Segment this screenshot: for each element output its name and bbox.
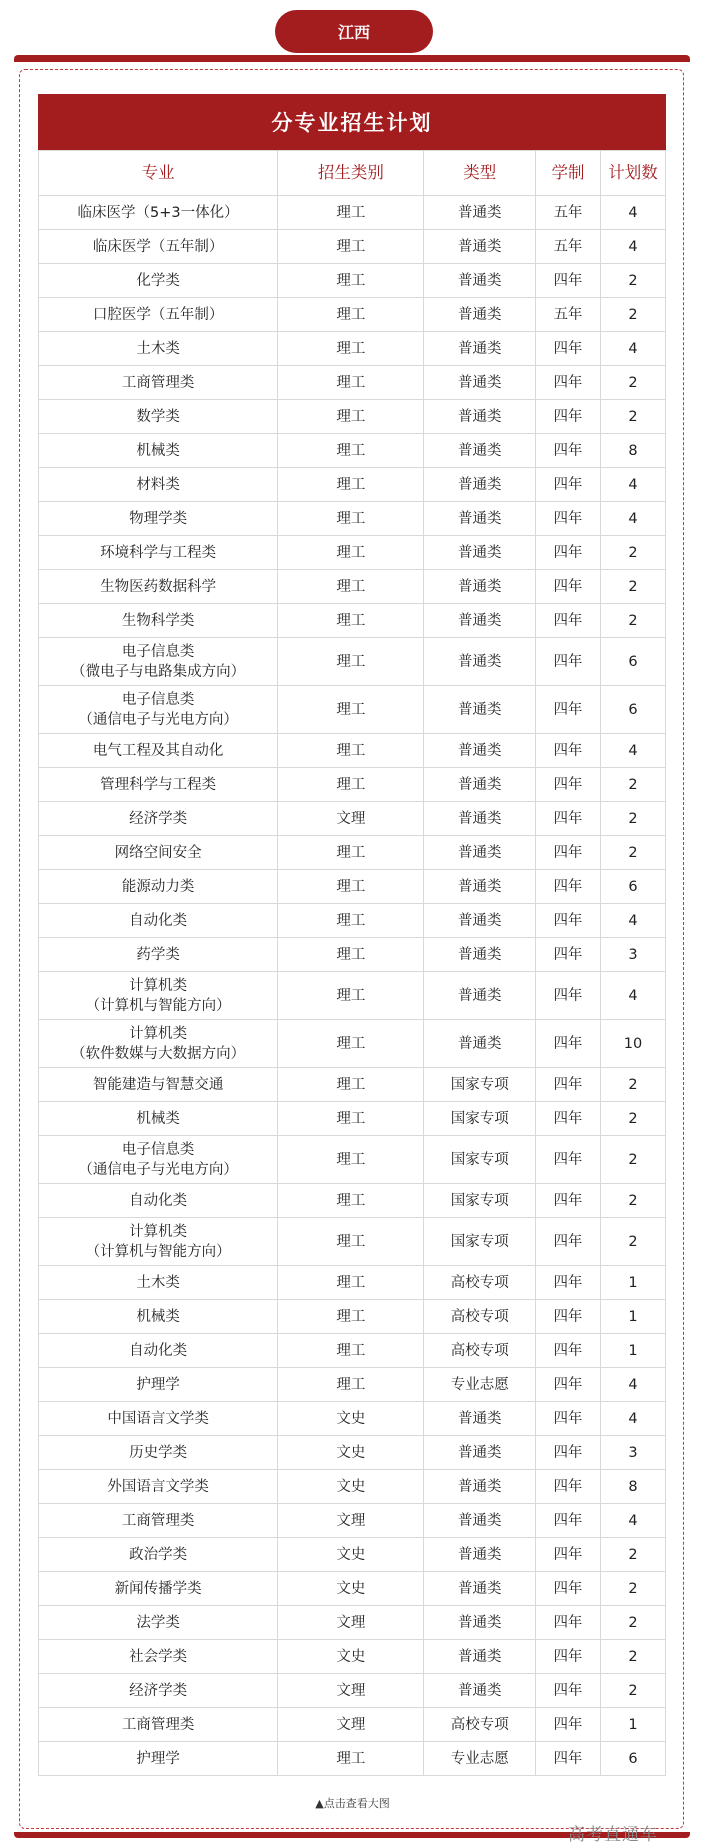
top-divider (14, 55, 690, 62)
cell-duration: 四年 (535, 1470, 600, 1504)
cell-duration: 四年 (535, 1266, 600, 1300)
cell-category: 理工 (278, 1368, 424, 1402)
cell-major: 社会学类 (39, 1640, 278, 1674)
cell-duration: 四年 (535, 1334, 600, 1368)
cell-category: 理工 (278, 972, 424, 1020)
cell-major: 中国语言文学类 (39, 1402, 278, 1436)
cell-quota: 4 (600, 904, 665, 938)
cell-major: 自动化类 (39, 1334, 278, 1368)
cell-quota: 8 (600, 1470, 665, 1504)
cell-quota: 2 (600, 1184, 665, 1218)
cell-type: 普通类 (424, 230, 535, 264)
cell-major: 口腔医学（五年制） (39, 298, 278, 332)
cell-category: 理工 (278, 904, 424, 938)
cell-major: 经济学类 (39, 1674, 278, 1708)
table-row (39, 1266, 666, 1300)
cell-type: 专业志愿 (424, 1368, 535, 1402)
cell-duration: 五年 (535, 298, 600, 332)
cell-major: 环境科学与工程类 (39, 536, 278, 570)
cell-major: 药学类 (39, 938, 278, 972)
table-row (39, 1020, 666, 1068)
cell-major: 电子信息类 （通信电子与光电方向） (39, 1136, 278, 1184)
cell-duration: 四年 (535, 1102, 600, 1136)
table-row (39, 332, 666, 366)
cell-major: 机械类 (39, 434, 278, 468)
cell-category: 理工 (278, 836, 424, 870)
cell-major: 计算机类 （软件数媒与大数据方向） (39, 1020, 278, 1068)
cell-duration: 四年 (535, 802, 600, 836)
cell-quota: 4 (600, 1504, 665, 1538)
cell-major: 经济学类 (39, 802, 278, 836)
cell-type: 普通类 (424, 938, 535, 972)
cell-category: 理工 (278, 264, 424, 298)
cell-quota: 4 (600, 972, 665, 1020)
cell-duration: 五年 (535, 230, 600, 264)
cell-type: 普通类 (424, 638, 535, 686)
table-row (39, 502, 666, 536)
cell-type: 普通类 (424, 570, 535, 604)
table-row (39, 938, 666, 972)
cell-major: 机械类 (39, 1102, 278, 1136)
cell-type: 普通类 (424, 434, 535, 468)
cell-type: 普通类 (424, 1504, 535, 1538)
cell-quota: 4 (600, 196, 665, 230)
cell-category: 理工 (278, 734, 424, 768)
cell-duration: 四年 (535, 1402, 600, 1436)
cell-quota: 10 (600, 1020, 665, 1068)
cell-category: 文理 (278, 1674, 424, 1708)
cell-quota: 2 (600, 1538, 665, 1572)
cell-category: 理工 (278, 434, 424, 468)
cell-quota: 2 (600, 836, 665, 870)
cell-type: 普通类 (424, 1470, 535, 1504)
cell-category: 理工 (278, 536, 424, 570)
cell-major: 能源动力类 (39, 870, 278, 904)
cell-major: 工商管理类 (39, 1504, 278, 1538)
cell-category: 文理 (278, 1708, 424, 1742)
cell-duration: 四年 (535, 1068, 600, 1102)
cell-category: 理工 (278, 366, 424, 400)
cell-category: 理工 (278, 1102, 424, 1136)
cell-major: 法学类 (39, 1606, 278, 1640)
cell-quota: 4 (600, 1368, 665, 1402)
cell-major: 管理科学与工程类 (39, 768, 278, 802)
cell-type: 普通类 (424, 972, 535, 1020)
cell-major: 计算机类 （计算机与智能方向） (39, 972, 278, 1020)
table-row (39, 400, 666, 434)
cell-quota: 2 (600, 1068, 665, 1102)
cell-category: 理工 (278, 1218, 424, 1266)
cell-quota: 4 (600, 332, 665, 366)
cell-category: 文理 (278, 1504, 424, 1538)
cell-quota: 1 (600, 1708, 665, 1742)
cell-type: 高校专项 (424, 1334, 535, 1368)
cell-major: 土木类 (39, 1266, 278, 1300)
cell-category: 理工 (278, 938, 424, 972)
header-row (39, 151, 666, 196)
cell-category: 理工 (278, 768, 424, 802)
cell-duration: 四年 (535, 536, 600, 570)
header-duration: 学制 (535, 151, 600, 196)
cell-quota: 2 (600, 1674, 665, 1708)
table-row (39, 196, 666, 230)
cell-type: 国家专项 (424, 1102, 535, 1136)
cell-type: 普通类 (424, 332, 535, 366)
cell-duration: 四年 (535, 938, 600, 972)
cell-type: 普通类 (424, 400, 535, 434)
cell-major: 护理学 (39, 1368, 278, 1402)
cell-type: 普通类 (424, 1572, 535, 1606)
cell-quota: 2 (600, 1640, 665, 1674)
table-row (39, 1368, 666, 1402)
cell-category: 文史 (278, 1436, 424, 1470)
header-major: 专业 (39, 151, 278, 196)
enrollment-table (38, 94, 666, 1776)
cell-major: 生物科学类 (39, 604, 278, 638)
cell-category: 文理 (278, 1606, 424, 1640)
cell-duration: 四年 (535, 768, 600, 802)
table-row (39, 536, 666, 570)
cell-type: 专业志愿 (424, 1742, 535, 1776)
cell-type: 国家专项 (424, 1136, 535, 1184)
cell-type: 普通类 (424, 836, 535, 870)
cell-category: 文史 (278, 1402, 424, 1436)
cell-category: 文史 (278, 1572, 424, 1606)
cell-type: 普通类 (424, 366, 535, 400)
cell-quota: 2 (600, 1102, 665, 1136)
cell-major: 工商管理类 (39, 1708, 278, 1742)
cell-type: 普通类 (424, 734, 535, 768)
cell-category: 理工 (278, 230, 424, 264)
cell-type: 普通类 (424, 802, 535, 836)
cell-category: 理工 (278, 1742, 424, 1776)
cell-category: 理工 (278, 400, 424, 434)
table-row (39, 298, 666, 332)
cell-type: 普通类 (424, 870, 535, 904)
table-row (39, 1136, 666, 1184)
cell-duration: 四年 (535, 1640, 600, 1674)
cell-quota: 2 (600, 1136, 665, 1184)
cell-duration: 四年 (535, 1136, 600, 1184)
cell-category: 理工 (278, 298, 424, 332)
cell-type: 普通类 (424, 1538, 535, 1572)
table-row (39, 570, 666, 604)
cell-category: 文史 (278, 1470, 424, 1504)
cell-major: 电子信息类 （通信电子与光电方向） (39, 686, 278, 734)
region-badge: 江西 (275, 10, 433, 53)
cell-duration: 四年 (535, 1572, 600, 1606)
cell-type: 高校专项 (424, 1708, 535, 1742)
cell-major: 护理学 (39, 1742, 278, 1776)
cell-category: 理工 (278, 1020, 424, 1068)
table-row (39, 1218, 666, 1266)
cell-quota: 2 (600, 604, 665, 638)
table-row (39, 1674, 666, 1708)
cell-duration: 四年 (535, 502, 600, 536)
cell-category: 理工 (278, 1136, 424, 1184)
cell-quota: 6 (600, 686, 665, 734)
cell-quota: 4 (600, 468, 665, 502)
cell-quota: 1 (600, 1266, 665, 1300)
cell-duration: 四年 (535, 1504, 600, 1538)
cell-major: 政治学类 (39, 1538, 278, 1572)
cell-duration: 四年 (535, 264, 600, 298)
table-row (39, 638, 666, 686)
cell-major: 工商管理类 (39, 366, 278, 400)
cell-major: 数学类 (39, 400, 278, 434)
cell-type: 普通类 (424, 1640, 535, 1674)
plan-table (38, 150, 666, 1776)
table-row (39, 870, 666, 904)
cell-type: 国家专项 (424, 1068, 535, 1102)
table-row (39, 768, 666, 802)
cell-type: 普通类 (424, 502, 535, 536)
cell-quota: 2 (600, 298, 665, 332)
cell-quota: 1 (600, 1300, 665, 1334)
cell-duration: 四年 (535, 468, 600, 502)
cell-type: 普通类 (424, 1436, 535, 1470)
cell-major: 计算机类 （计算机与智能方向） (39, 1218, 278, 1266)
cell-quota: 4 (600, 1402, 665, 1436)
table-row (39, 366, 666, 400)
cell-quota: 2 (600, 536, 665, 570)
table-row (39, 230, 666, 264)
cell-duration: 四年 (535, 1300, 600, 1334)
table-row (39, 1538, 666, 1572)
table-row (39, 434, 666, 468)
cell-duration: 四年 (535, 1368, 600, 1402)
cell-category: 理工 (278, 604, 424, 638)
cell-type: 普通类 (424, 604, 535, 638)
cell-quota: 2 (600, 264, 665, 298)
table-row (39, 264, 666, 298)
cell-quota: 3 (600, 1436, 665, 1470)
table-row (39, 904, 666, 938)
cell-category: 理工 (278, 638, 424, 686)
cell-type: 普通类 (424, 768, 535, 802)
header-category: 招生类别 (278, 151, 424, 196)
table-row (39, 1504, 666, 1538)
table-row (39, 836, 666, 870)
cell-duration: 四年 (535, 1708, 600, 1742)
cell-major: 材料类 (39, 468, 278, 502)
watermark: 高考直通车 (568, 1825, 658, 1845)
table-row (39, 1708, 666, 1742)
table-row (39, 1334, 666, 1368)
view-large-hint[interactable]: ▲点击查看大图 (315, 1797, 390, 1810)
cell-type: 普通类 (424, 904, 535, 938)
table-row (39, 686, 666, 734)
header-type: 类型 (424, 151, 535, 196)
cell-duration: 四年 (535, 332, 600, 366)
table-row (39, 802, 666, 836)
cell-quota: 4 (600, 734, 665, 768)
cell-quota: 8 (600, 434, 665, 468)
cell-quota: 4 (600, 502, 665, 536)
cell-type: 高校专项 (424, 1300, 535, 1334)
cell-quota: 2 (600, 1218, 665, 1266)
table-row (39, 1470, 666, 1504)
cell-duration: 四年 (535, 604, 600, 638)
cell-category: 理工 (278, 332, 424, 366)
cell-type: 国家专项 (424, 1184, 535, 1218)
cell-duration: 四年 (535, 1020, 600, 1068)
cell-major: 自动化类 (39, 904, 278, 938)
cell-quota: 2 (600, 400, 665, 434)
cell-quota: 4 (600, 230, 665, 264)
cell-quota: 2 (600, 768, 665, 802)
table-row (39, 1572, 666, 1606)
cell-duration: 四年 (535, 686, 600, 734)
cell-major: 生物医药数据科学 (39, 570, 278, 604)
cell-duration: 四年 (535, 1674, 600, 1708)
cell-duration: 四年 (535, 366, 600, 400)
cell-category: 理工 (278, 570, 424, 604)
cell-category: 理工 (278, 1184, 424, 1218)
cell-quota: 6 (600, 870, 665, 904)
cell-category: 理工 (278, 686, 424, 734)
cell-major: 电子信息类 （微电子与电路集成方向） (39, 638, 278, 686)
cell-category: 文史 (278, 1640, 424, 1674)
cell-type: 普通类 (424, 1674, 535, 1708)
table-row (39, 1184, 666, 1218)
cell-quota: 3 (600, 938, 665, 972)
table-row (39, 1436, 666, 1470)
table-row (39, 734, 666, 768)
cell-quota: 2 (600, 366, 665, 400)
table-row (39, 1300, 666, 1334)
cell-duration: 四年 (535, 972, 600, 1020)
cell-duration: 四年 (535, 904, 600, 938)
cell-major: 机械类 (39, 1300, 278, 1334)
cell-duration: 四年 (535, 570, 600, 604)
header-quota: 计划数 (600, 151, 665, 196)
cell-type: 国家专项 (424, 1218, 535, 1266)
cell-type: 普通类 (424, 298, 535, 332)
table-row (39, 1640, 666, 1674)
table-row (39, 1606, 666, 1640)
cell-type: 普通类 (424, 468, 535, 502)
cell-type: 普通类 (424, 1020, 535, 1068)
table-title: 分专业招生计划 (38, 94, 666, 150)
cell-type: 高校专项 (424, 1266, 535, 1300)
cell-duration: 四年 (535, 1538, 600, 1572)
cell-type: 普通类 (424, 1402, 535, 1436)
cell-type: 普通类 (424, 536, 535, 570)
cell-major: 历史学类 (39, 1436, 278, 1470)
cell-major: 网络空间安全 (39, 836, 278, 870)
cell-type: 普通类 (424, 686, 535, 734)
cell-duration: 四年 (535, 1606, 600, 1640)
cell-duration: 四年 (535, 734, 600, 768)
cell-quota: 2 (600, 802, 665, 836)
cell-major: 物理学类 (39, 502, 278, 536)
cell-category: 理工 (278, 1068, 424, 1102)
cell-quota: 2 (600, 570, 665, 604)
cell-duration: 四年 (535, 1218, 600, 1266)
cell-major: 智能建造与智慧交通 (39, 1068, 278, 1102)
cell-major: 化学类 (39, 264, 278, 298)
cell-quota: 2 (600, 1572, 665, 1606)
cell-category: 理工 (278, 1266, 424, 1300)
cell-quota: 6 (600, 1742, 665, 1776)
cell-quota: 6 (600, 638, 665, 686)
cell-duration: 四年 (535, 870, 600, 904)
cell-category: 理工 (278, 502, 424, 536)
cell-quota: 1 (600, 1334, 665, 1368)
cell-duration: 四年 (535, 836, 600, 870)
table-row (39, 604, 666, 638)
cell-quota: 2 (600, 1606, 665, 1640)
cell-category: 理工 (278, 870, 424, 904)
table-row (39, 972, 666, 1020)
cell-major: 临床医学（五年制） (39, 230, 278, 264)
cell-major: 自动化类 (39, 1184, 278, 1218)
cell-major: 电气工程及其自动化 (39, 734, 278, 768)
cell-duration: 四年 (535, 1184, 600, 1218)
cell-major: 新闻传播学类 (39, 1572, 278, 1606)
cell-major: 外国语言文学类 (39, 1470, 278, 1504)
table-row (39, 468, 666, 502)
cell-major: 临床医学（5+3一体化） (39, 196, 278, 230)
cell-category: 理工 (278, 196, 424, 230)
cell-type: 普通类 (424, 196, 535, 230)
cell-duration: 四年 (535, 1742, 600, 1776)
table-row (39, 1068, 666, 1102)
table-row (39, 1402, 666, 1436)
cell-category: 理工 (278, 1300, 424, 1334)
cell-type: 普通类 (424, 1606, 535, 1640)
cell-category: 文史 (278, 1538, 424, 1572)
table-row (39, 1102, 666, 1136)
cell-category: 文理 (278, 802, 424, 836)
cell-duration: 四年 (535, 400, 600, 434)
cell-major: 土木类 (39, 332, 278, 366)
cell-category: 理工 (278, 468, 424, 502)
table-row (39, 1742, 666, 1776)
cell-duration: 五年 (535, 196, 600, 230)
cell-category: 理工 (278, 1334, 424, 1368)
cell-type: 普通类 (424, 264, 535, 298)
cell-duration: 四年 (535, 1436, 600, 1470)
cell-duration: 四年 (535, 434, 600, 468)
cell-duration: 四年 (535, 638, 600, 686)
